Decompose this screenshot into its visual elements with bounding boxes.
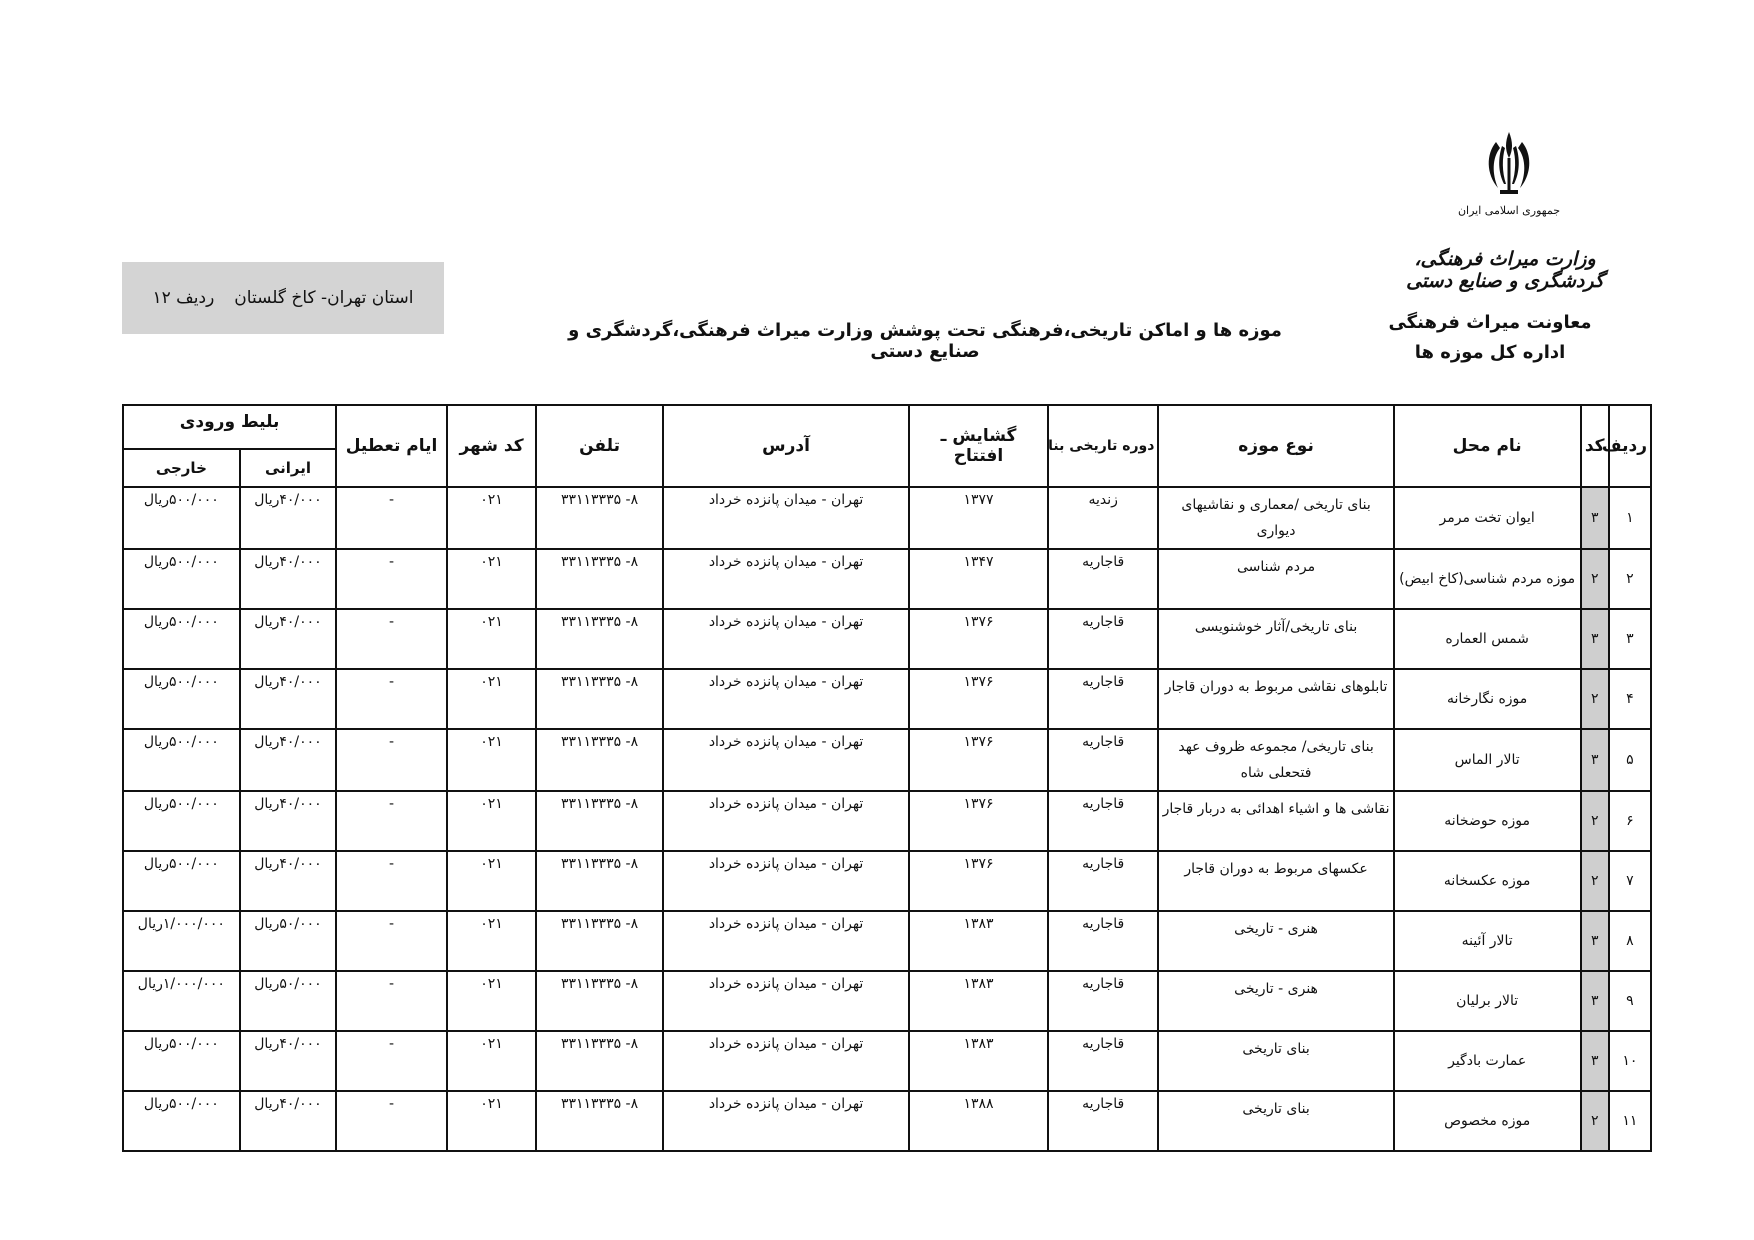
cell-ticket-iranian: ۴۰/۰۰۰ریال [240,1091,337,1151]
cell-address: تهران - میدان پانزده خرداد [663,971,909,1031]
cell-ticket-iranian: ۴۰/۰۰۰ریال [240,851,337,911]
cell-closed-days: - [336,911,447,971]
museums-table [122,404,1652,1152]
cell-type: تابلوهای نقاشی مربوط به دوران قاجار [1158,669,1393,729]
cell-period: قاجاریه [1048,791,1159,851]
cell-code: ۳ [1581,609,1609,669]
cell-opening: ۱۳۷۶ [909,669,1048,729]
cell-phone: ۸- ۳۳۱۱۳۳۳۵ [536,487,663,549]
cell-closed-days: - [336,609,447,669]
cell-period: قاجاریه [1048,549,1159,609]
cell-address: تهران - میدان پانزده خرداد [663,487,909,549]
col-place: نام محل [1394,405,1581,487]
cell-ticket-iranian: ۴۰/۰۰۰ریال [240,487,337,549]
cell-row: ۴ [1609,669,1651,729]
cell-ticket-foreign: ۵۰۰/۰۰۰ریال [123,549,240,609]
cell-opening: ۱۳۷۷ [909,487,1048,549]
cell-ticket-foreign: ۵۰۰/۰۰۰ریال [123,669,240,729]
table-row [123,609,1651,669]
col-code: کد [1581,405,1609,487]
cell-phone: ۸- ۳۳۱۱۳۳۳۵ [536,549,663,609]
cell-phone: ۸- ۳۳۱۱۳۳۳۵ [536,911,663,971]
cell-address: تهران - میدان پانزده خرداد [663,729,909,791]
cell-period: قاجاریه [1048,729,1159,791]
cell-place: موزه عکسخانه [1394,851,1581,911]
cell-type: بنای تاریخی /معماری و نقاشیهای دیواری [1158,487,1393,549]
cell-ticket-iranian: ۴۰/۰۰۰ریال [240,669,337,729]
cell-row: ۱ [1609,487,1651,549]
iran-emblem-icon [1478,128,1540,206]
cell-ticket-foreign: ۵۰۰/۰۰۰ریال [123,609,240,669]
col-type: نوع موزه [1158,405,1393,487]
table-row [123,851,1651,911]
cell-code: ۳ [1581,911,1609,971]
table-row [123,549,1651,609]
cell-closed-days: - [336,791,447,851]
row-label: ردیف ۱۲ [152,288,215,308]
cell-period: قاجاریه [1048,1091,1159,1151]
col-address: آدرس [663,405,909,487]
cell-type: هنری - تاریخی [1158,971,1393,1031]
ministry-name: وزارت میراث فرهنگی، گردشگری و صنایع دستی [1406,248,1604,292]
cell-phone: ۸- ۳۳۱۱۳۳۳۵ [536,729,663,791]
table-row [123,729,1651,791]
cell-code: ۳ [1581,971,1609,1031]
cell-closed-days: - [336,971,447,1031]
cell-place: موزه حوضخانه [1394,791,1581,851]
cell-city-code: ۰۲۱ [447,791,536,851]
cell-address: تهران - میدان پانزده خرداد [663,1091,909,1151]
cell-ticket-iranian: ۵۰/۰۰۰ریال [240,971,337,1031]
province-label-box [122,262,444,334]
cell-row: ۱۰ [1609,1031,1651,1091]
cell-city-code: ۰۲۱ [447,487,536,549]
cell-ticket-foreign: ۵۰۰/۰۰۰ریال [123,791,240,851]
cell-address: تهران - میدان پانزده خرداد [663,669,909,729]
emblem-caption: جمهوری اسلامی ایران [1457,204,1561,217]
cell-type: بنای تاریخی/ مجموعه ظروف عهد فتحعلی شاه [1158,729,1393,791]
cell-address: تهران - میدان پانزده خرداد [663,851,909,911]
cell-ticket-iranian: ۴۰/۰۰۰ریال [240,549,337,609]
table-row [123,669,1651,729]
cell-closed-days: - [336,669,447,729]
cell-opening: ۱۳۷۶ [909,791,1048,851]
cell-period: قاجاریه [1048,609,1159,669]
table-row [123,971,1651,1031]
cell-period: قاجاریه [1048,851,1159,911]
col-ticket-foreign: خارجی [123,449,240,487]
cell-type: عکسهای مربوط به دوران قاجار [1158,851,1393,911]
cell-row: ۲ [1609,549,1651,609]
cell-phone: ۸- ۳۳۱۱۳۳۳۵ [536,1031,663,1091]
col-ticket: بلیط ورودی [123,405,336,449]
cell-ticket-iranian: ۵۰/۰۰۰ریال [240,911,337,971]
province-label: استان تهران- کاخ گلستان [234,288,414,308]
cell-city-code: ۰۲۱ [447,971,536,1031]
cell-opening: ۱۳۷۶ [909,729,1048,791]
cell-place: موزه نگارخانه [1394,669,1581,729]
col-opening: گشایش ـ افتتاح [909,405,1048,487]
page-title: موزه ها و اماکن تاریخی،فرهنگی تحت پوشش وزارت میراث فرهنگی،گردشگری و صنایع دستی [568,320,1282,362]
cell-period: قاجاریه [1048,669,1159,729]
cell-opening: ۱۳۸۳ [909,971,1048,1031]
cell-ticket-foreign: ۵۰۰/۰۰۰ریال [123,1031,240,1091]
cell-ticket-foreign: ۵۰۰/۰۰۰ریال [123,729,240,791]
cell-period: قاجاریه [1048,1031,1159,1091]
cell-address: تهران - میدان پانزده خرداد [663,609,909,669]
cell-row: ۵ [1609,729,1651,791]
cell-ticket-foreign: ۵۰۰/۰۰۰ریال [123,1091,240,1151]
cell-ticket-iranian: ۴۰/۰۰۰ریال [240,609,337,669]
cell-period: قاجاریه [1048,971,1159,1031]
cell-ticket-iranian: ۴۰/۰۰۰ریال [240,791,337,851]
col-closed-days: ایام تعطیل [336,405,447,487]
cell-type: هنری - تاریخی [1158,911,1393,971]
cell-place: تالار الماس [1394,729,1581,791]
cell-place: شمس العماره [1394,609,1581,669]
department-title: اداره کل موزه ها [1414,342,1566,363]
cell-closed-days: - [336,1031,447,1091]
table-row [123,1031,1651,1091]
cell-type: نقاشی ها و اشیاء اهدائی به دربار قاجار [1158,791,1393,851]
col-row: ردیف [1609,405,1651,487]
cell-closed-days: - [336,851,447,911]
cell-code: ۳ [1581,1031,1609,1091]
col-phone: تلفن [536,405,663,487]
cell-row: ۷ [1609,851,1651,911]
cell-opening: ۱۳۸۸ [909,1091,1048,1151]
cell-city-code: ۰۲۱ [447,1031,536,1091]
cell-address: تهران - میدان پانزده خرداد [663,791,909,851]
cell-row: ۸ [1609,911,1651,971]
cell-ticket-foreign: ۵۰۰/۰۰۰ریال [123,851,240,911]
cell-row: ۱۱ [1609,1091,1651,1151]
cell-city-code: ۰۲۱ [447,911,536,971]
col-city-code: کد شهر [447,405,536,487]
cell-place: تالار برلیان [1394,971,1581,1031]
cell-address: تهران - میدان پانزده خرداد [663,911,909,971]
cell-opening: ۱۳۷۶ [909,609,1048,669]
cell-type: بنای تاریخی/آثار خوشنویسی [1158,609,1393,669]
cell-row: ۶ [1609,791,1651,851]
table-row [123,791,1651,851]
table-row [123,911,1651,971]
cell-city-code: ۰۲۱ [447,851,536,911]
cell-ticket-iranian: ۴۰/۰۰۰ریال [240,729,337,791]
table-body [123,487,1651,1151]
cell-opening: ۱۳۸۳ [909,1031,1048,1091]
cell-code: ۲ [1581,1091,1609,1151]
cell-place: عمارت بادگیر [1394,1031,1581,1091]
cell-opening: ۱۳۷۶ [909,851,1048,911]
cell-opening: ۱۳۴۷ [909,549,1048,609]
cell-phone: ۸- ۳۳۱۱۳۳۳۵ [536,971,663,1031]
cell-place: تالار آئینه [1394,911,1581,971]
cell-type: بنای تاریخی [1158,1031,1393,1091]
cell-code: ۳ [1581,487,1609,549]
cell-place: ایوان تخت مرمر [1394,487,1581,549]
table-row [123,487,1651,549]
cell-period: زندیه [1048,487,1159,549]
table-row [123,1091,1651,1151]
cell-closed-days: - [336,487,447,549]
cell-phone: ۸- ۳۳۱۱۳۳۳۵ [536,851,663,911]
cell-closed-days: - [336,729,447,791]
cell-place: موزه مخصوص [1394,1091,1581,1151]
cell-period: قاجاریه [1048,911,1159,971]
cell-row: ۹ [1609,971,1651,1031]
cell-code: ۲ [1581,791,1609,851]
cell-city-code: ۰۲۱ [447,609,536,669]
cell-type: مردم شناسی [1158,549,1393,609]
cell-city-code: ۰۲۱ [447,669,536,729]
museums-table-container [122,404,1652,1152]
col-period: دوره تاریخی بنا [1048,405,1159,487]
cell-city-code: ۰۲۱ [447,549,536,609]
cell-city-code: ۰۲۱ [447,729,536,791]
cell-phone: ۸- ۳۳۱۱۳۳۳۵ [536,1091,663,1151]
cell-ticket-foreign: ۱/۰۰۰/۰۰۰ریال [123,971,240,1031]
cell-code: ۳ [1581,729,1609,791]
cell-opening: ۱۳۸۳ [909,911,1048,971]
cell-phone: ۸- ۳۳۱۱۳۳۳۵ [536,791,663,851]
cell-place: موزه مردم شناسی(کاخ ابیض) [1394,549,1581,609]
cell-phone: ۸- ۳۳۱۱۳۳۳۵ [536,669,663,729]
cell-ticket-iranian: ۴۰/۰۰۰ریال [240,1031,337,1091]
cell-address: تهران - میدان پانزده خرداد [663,549,909,609]
cell-city-code: ۰۲۱ [447,1091,536,1151]
cell-code: ۲ [1581,549,1609,609]
cell-phone: ۸- ۳۳۱۱۳۳۳۵ [536,609,663,669]
deputy-title: معاونت میراث فرهنگی [1388,312,1592,333]
cell-closed-days: - [336,549,447,609]
cell-code: ۲ [1581,669,1609,729]
cell-closed-days: - [336,1091,447,1151]
cell-ticket-foreign: ۵۰۰/۰۰۰ریال [123,487,240,549]
cell-ticket-foreign: ۱/۰۰۰/۰۰۰ریال [123,911,240,971]
cell-address: تهران - میدان پانزده خرداد [663,1031,909,1091]
col-ticket-iranian: ایرانی [240,449,337,487]
cell-code: ۲ [1581,851,1609,911]
cell-type: بنای تاریخی [1158,1091,1393,1151]
cell-row: ۳ [1609,609,1651,669]
